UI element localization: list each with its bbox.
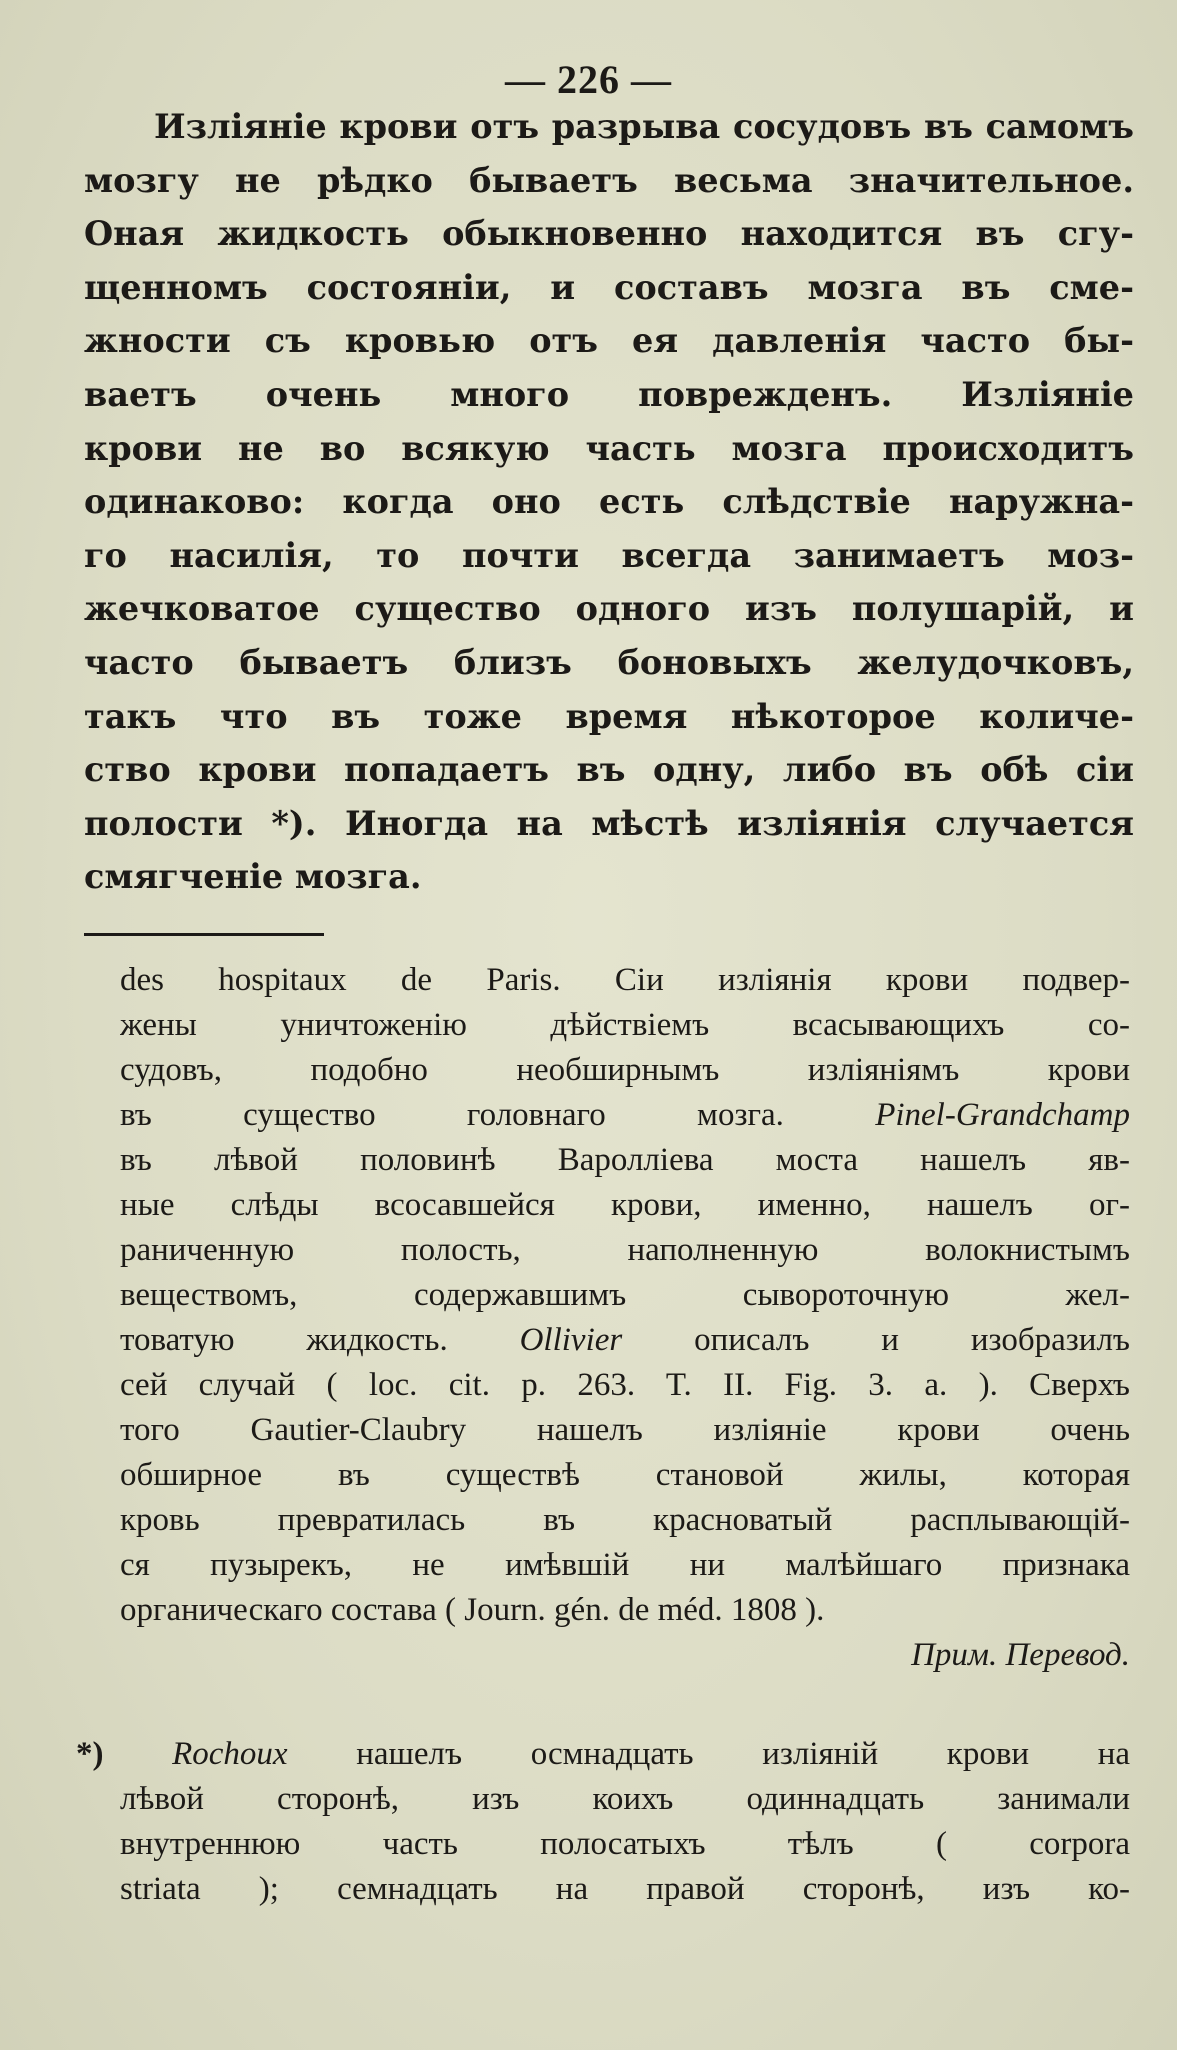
- text-line: часто бываетъ близъ боновыхъ желудочковъ,: [84, 642, 1134, 682]
- footnote-line: въ лѣвой половинѣ Варолліева моста нашелъ яв-: [120, 1142, 1130, 1178]
- footnote-line-text: нашелъ осмнадцать изліяній крови на: [287, 1736, 1130, 1772]
- text-line: ство крови попадаетъ въ одну, либо въ обѣ сіи: [84, 750, 1134, 790]
- translator-note-signature: Прим. Перевод.: [911, 1637, 1130, 1673]
- text-line: Оная жидкость обыкновенно находится въ сгу-: [84, 214, 1134, 254]
- footnote-line-text: описалъ и изобразилъ: [622, 1322, 1130, 1358]
- footnote-separator: [84, 933, 324, 936]
- text-line: полости *). Иногда на мѣстѣ изліянія случается: [84, 803, 1134, 843]
- footnote-line: веществомъ, содержавшимъ сывороточную жел-: [120, 1277, 1130, 1313]
- text-line: щенномъ состояніи, и составъ мозга въ сме-: [84, 267, 1134, 307]
- text-line: мозгу не рѣдко бываетъ весьма значительное.: [84, 160, 1134, 200]
- footnote-line: жены уничтоженію дѣйствіемъ всасывающихъ со-: [120, 1007, 1130, 1043]
- text-line: такъ что въ тоже время нѣкоторое количе-: [84, 696, 1134, 736]
- text-line: смягченіе мозга.: [84, 857, 422, 897]
- text-line: Изліяніе крови отъ разрыва сосудовъ въ самомъ: [154, 107, 1134, 146]
- footnote-line: органическаго состава ( Journ. gén. de méd. 1808 ).: [120, 1592, 825, 1628]
- text-line: одинаково: когда оно есть слѣдствіе наружна-: [84, 482, 1134, 522]
- footnote-line: striata ); семнадцать на правой сторонѣ, изъ ко-: [120, 1871, 1130, 1907]
- text-line: го насилія, то почти всегда занимаетъ моз-: [84, 535, 1134, 575]
- footnote-line: судовъ, подобно необширнымъ изліяніямъ крови: [120, 1052, 1130, 1088]
- footnote-line: сей случай ( loc. cit. p. 263. T. II. Fig. 3. a. ). Сверхъ: [120, 1367, 1130, 1403]
- footnote-line: [120, 1093, 1130, 1138]
- footnote-line: лѣвой сторонѣ, изъ коихъ одиннадцать занимали: [120, 1781, 1130, 1817]
- footnote-line-text: товатую жидкость.: [120, 1322, 448, 1358]
- footnote-line: кровь превратилась въ красноватый расплывающій-: [120, 1502, 1130, 1538]
- footnote-line: раниченную полость, наполненную волокнистымъ: [120, 1232, 1130, 1268]
- footnote-line: того Gautier-Claubry нашелъ изліяніе крови очень: [120, 1412, 1130, 1448]
- footnote-line: обширное въ существѣ становой жилы, которая: [120, 1457, 1130, 1493]
- footnote-line: [120, 1318, 1130, 1363]
- main-text: [84, 100, 1134, 904]
- footnote-line: ся пузырекъ, не имѣвшій ни малѣйшаго признака: [120, 1547, 1130, 1583]
- footnote-marker: *): [76, 1736, 104, 1772]
- text-line: крови не во всякую часть мозга происходитъ: [84, 428, 1134, 468]
- footnote-continued: [120, 958, 1130, 1678]
- text-line: ваетъ очень много поврежденъ. Изліяніе: [84, 374, 1134, 414]
- author-name: Ollivier: [519, 1322, 623, 1358]
- author-name: Rochoux: [172, 1736, 288, 1772]
- footnote-star: [76, 1732, 1130, 1912]
- text-line: жности съ кровью отъ ея давленія часто бы-: [84, 321, 1134, 361]
- footnote-line: ные слѣды всосавшейся крови, именно, нашелъ ог-: [120, 1187, 1130, 1223]
- text-line: жечковатое существо одного изъ полушарій, и: [84, 589, 1134, 629]
- footnote-line: внутреннюю часть полосатыхъ тѣлъ ( corpora: [120, 1826, 1130, 1862]
- page-number: — 226 —: [505, 57, 672, 102]
- footnote-line: des hospitaux de Paris. Сіи изліянія крови подвер-: [120, 962, 1130, 998]
- footnote-line-text: въ существо головнаго мозга.: [120, 1097, 784, 1133]
- footnote-line: [76, 1732, 1130, 1777]
- author-name: Pinel-Grandchamp: [875, 1097, 1130, 1133]
